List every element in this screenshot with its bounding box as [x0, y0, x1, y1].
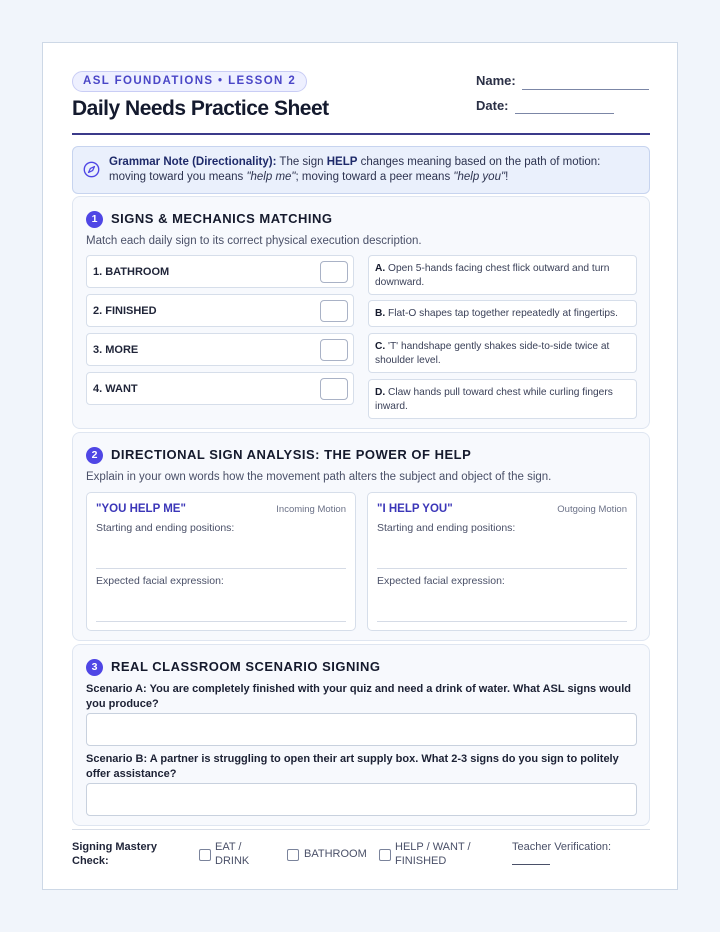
card-i-help-you	[367, 492, 637, 631]
card-title: "I HELP YOU"	[377, 503, 453, 515]
worksheet-page	[42, 42, 678, 890]
positions-prompt: Starting and ending positions:	[377, 522, 516, 534]
mastery-check-label: Signing Mastery Check:	[72, 841, 157, 867]
section-description: Explain in your own words how the movement path alters the subject and object of the sign.	[86, 471, 552, 483]
sign-row-more	[86, 333, 354, 366]
facial-expression-answer-line[interactable]	[96, 621, 346, 622]
section-scenarios	[72, 644, 650, 826]
grammar-note-text: Grammar Note (Directionality): The sign HELP changes meaning based on the path of motion: moving toward you means "help me"; moving toward a peer means "help you"!	[109, 156, 601, 183]
scenario-a-prompt: Scenario A: You are completely finished with your quiz and need a drink of water. What ASL signs would you produce?	[86, 683, 631, 710]
section-number: 2	[86, 447, 103, 464]
date-field[interactable]	[515, 113, 614, 114]
positions-answer-line[interactable]	[377, 568, 627, 569]
description-b: B. Flat-O shapes tap together repeatedly at fingertips.	[368, 300, 637, 327]
section-number: 3	[86, 659, 103, 676]
answer-box[interactable]	[320, 261, 348, 283]
positions-prompt: Starting and ending positions:	[96, 522, 235, 534]
bathroom-label: BATHROOM	[304, 848, 367, 860]
sign-row-finished	[86, 294, 354, 327]
page-title: Daily Needs Practice Sheet	[72, 97, 329, 120]
grammar-note	[72, 146, 650, 194]
facial-expression-answer-line[interactable]	[377, 621, 627, 622]
positions-answer-line[interactable]	[96, 568, 346, 569]
description-d: D. Claw hands pull toward chest while curling fingers inward.	[368, 379, 637, 419]
sign-row-bathroom	[86, 255, 354, 288]
sign-label: 4. WANT	[93, 383, 138, 395]
answer-box[interactable]	[320, 378, 348, 400]
description-c: C. 'T' handshape gently shakes side-to-side twice at shoulder level.	[368, 333, 637, 373]
answer-box[interactable]	[320, 339, 348, 361]
card-title: "YOU HELP ME"	[96, 503, 186, 515]
section-directional	[72, 432, 650, 641]
eat-drink-label: EAT / DRINK	[215, 841, 250, 867]
bathroom-checkbox[interactable]	[287, 849, 299, 861]
facial-expression-prompt: Expected facial expression:	[96, 575, 224, 587]
answer-box[interactable]	[320, 300, 348, 322]
scenario-a-answer[interactable]	[86, 713, 637, 746]
date-label: Date:	[476, 98, 509, 113]
scenario-b-prompt: Scenario B: A partner is struggling to open their art supply box. What 2-3 signs do you sign to politely offer assistance?	[86, 753, 619, 780]
section-title: SIGNS & MECHANICS MATCHING	[111, 211, 333, 226]
section-number: 1	[86, 211, 103, 228]
scenario-b-answer[interactable]	[86, 783, 637, 816]
sign-row-want	[86, 372, 354, 405]
facial-expression-prompt: Expected facial expression:	[377, 575, 505, 587]
section-description: Match each daily sign to its correct physical execution description.	[86, 235, 422, 247]
teacher-verification-label: Teacher Verification:	[512, 841, 612, 853]
motion-tag: Incoming Motion	[276, 504, 346, 515]
name-field[interactable]	[522, 89, 649, 90]
card-you-help-me	[86, 492, 356, 631]
teacher-verification-line[interactable]	[512, 864, 550, 865]
section-title: REAL CLASSROOM SCENARIO SIGNING	[111, 659, 381, 674]
page-header	[72, 71, 650, 135]
sign-label: 1. BATHROOM	[93, 266, 170, 278]
description-a: A. Open 5-hands facing chest flick outward and turn downward.	[368, 255, 637, 295]
lesson-badge: ASL FOUNDATIONS • LESSON 2	[72, 71, 307, 92]
sign-label: 2. FINISHED	[93, 305, 157, 317]
compass-icon	[83, 161, 100, 178]
mastery-check-footer	[72, 829, 650, 875]
section-title: DIRECTIONAL SIGN ANALYSIS: THE POWER OF HELP	[111, 447, 472, 462]
eat-drink-checkbox[interactable]	[199, 849, 211, 861]
help-want-finished-checkbox[interactable]	[379, 849, 391, 861]
section-matching	[72, 196, 650, 429]
motion-tag: Outgoing Motion	[557, 504, 627, 515]
sign-label: 3. MORE	[93, 344, 139, 356]
name-label: Name:	[476, 73, 516, 88]
help-want-finished-label: HELP / WANT / FINISHED	[395, 841, 471, 867]
